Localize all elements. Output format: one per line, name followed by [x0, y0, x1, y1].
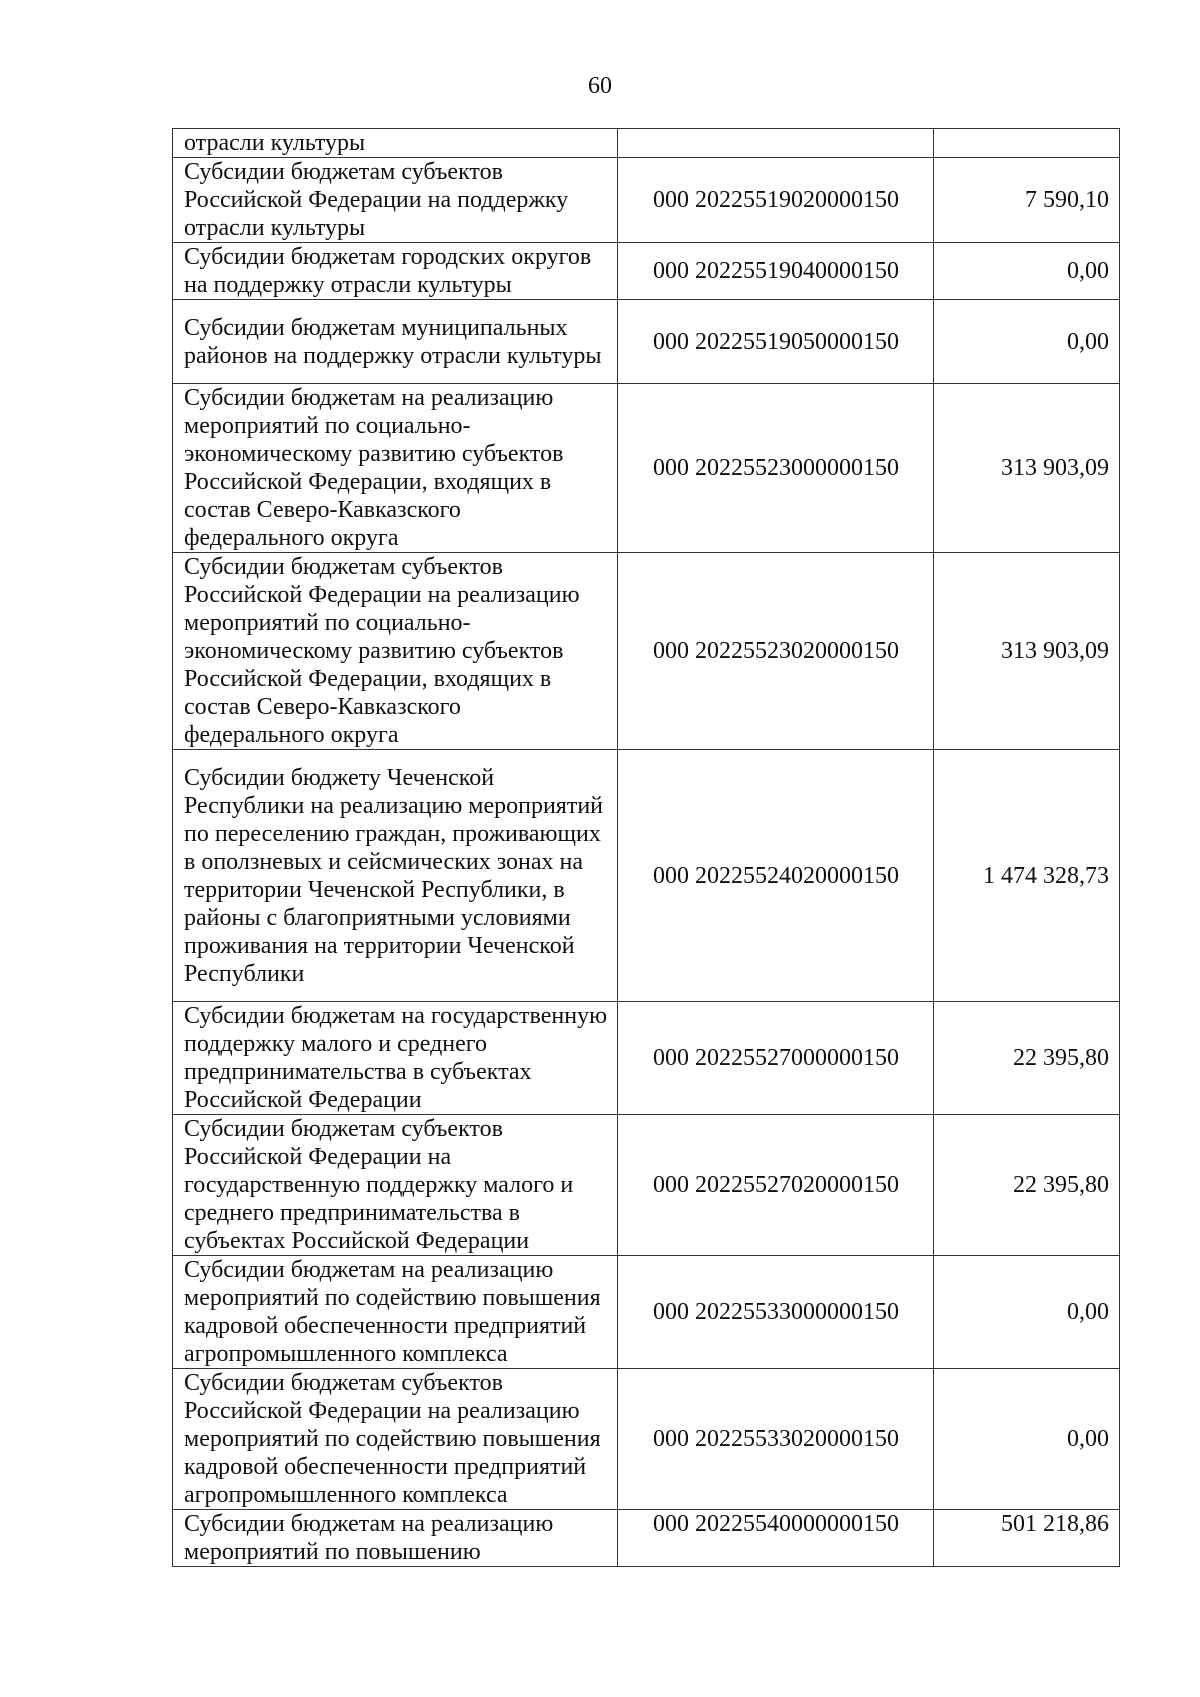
- table-row: [173, 1510, 1120, 1567]
- budget-table: [172, 128, 1120, 1567]
- table-row: [173, 384, 1120, 553]
- page-number: 60: [588, 73, 612, 99]
- row-name: Субсидии бюджетам муниципальных районов на поддержку отрасли культуры: [173, 300, 618, 384]
- row-sum: 7 590,10: [934, 158, 1120, 243]
- row-sum: 0,00: [934, 300, 1120, 384]
- row-name: Субсидии бюджетам субъектов Российской Федерации на государственную поддержку малого и среднего предпринимательства в субъектах Российской Федерации: [173, 1115, 618, 1256]
- row-name: Субсидии бюджетам на реализацию мероприятий по повышению: [173, 1510, 618, 1567]
- row-code: 000 20225533020000150: [618, 1369, 934, 1510]
- table-row: [173, 750, 1120, 1002]
- row-name: Субсидии бюджету Чеченской Республики на реализацию мероприятий по переселению граждан, проживающих в оползневых и сейсмических зонах на территории Чеченской Республики, в районы с благоприятными условиями проживания на территории Чеченской Республики: [173, 750, 618, 1002]
- row-sum: 0,00: [934, 243, 1120, 300]
- table-row: [173, 1369, 1120, 1510]
- row-code: 000 20225527020000150: [618, 1115, 934, 1256]
- row-code: 000 20225523000000150: [618, 384, 934, 553]
- row-code: 000 20225519040000150: [618, 243, 934, 300]
- row-code: 000 20225527000000150: [618, 1002, 934, 1115]
- row-sum: 1 474 328,73: [934, 750, 1120, 1002]
- row-name: Субсидии бюджетам на реализацию мероприятий по содействию повышения кадровой обеспеченности предприятий агропромышленного комплекса: [173, 1256, 618, 1369]
- row-name: Субсидии бюджетам на реализацию мероприятий по социально-экономическому развитию субъектов Российской Федерации, входящих в состав Северо-Кавказского федерального округа: [173, 384, 618, 553]
- row-code: 000 20225519050000150: [618, 300, 934, 384]
- table-row: [173, 158, 1120, 243]
- row-code: 000 20225519020000150: [618, 158, 934, 243]
- row-name: Субсидии бюджетам субъектов Российской Федерации на реализацию мероприятий по содействию повышения кадровой обеспеченности предприятий агропромышленного комплекса: [173, 1369, 618, 1510]
- row-code: 000 20225540000000150: [618, 1510, 934, 1567]
- row-name: отрасли культуры: [173, 129, 618, 158]
- row-sum: 22 395,80: [934, 1002, 1120, 1115]
- row-code: 000 20225533000000150: [618, 1256, 934, 1369]
- table-row: [173, 243, 1120, 300]
- row-sum: 501 218,86: [934, 1510, 1120, 1567]
- table-row: [173, 129, 1120, 158]
- row-name: Субсидии бюджетам на государственную поддержку малого и среднего предпринимательства в субъектах Российской Федерации: [173, 1002, 618, 1115]
- row-name: Субсидии бюджетам городских округов на поддержку отрасли культуры: [173, 243, 618, 300]
- row-sum: [934, 129, 1120, 158]
- row-sum: 0,00: [934, 1256, 1120, 1369]
- table-row: [173, 1002, 1120, 1115]
- row-code: 000 20225523020000150: [618, 553, 934, 750]
- row-name: Субсидии бюджетам субъектов Российской Федерации на реализацию мероприятий по социально-экономическому развитию субъектов Российской Федерации, входящих в состав Северо-Кавказского федерального округа: [173, 553, 618, 750]
- row-sum: 0,00: [934, 1369, 1120, 1510]
- table-row: [173, 1256, 1120, 1369]
- table-row: [173, 553, 1120, 750]
- row-code: 000 20225524020000150: [618, 750, 934, 1002]
- row-sum: 313 903,09: [934, 384, 1120, 553]
- row-name: Субсидии бюджетам субъектов Российской Федерации на поддержку отрасли культуры: [173, 158, 618, 243]
- row-sum: 22 395,80: [934, 1115, 1120, 1256]
- row-code: [618, 129, 934, 158]
- table-row: [173, 1115, 1120, 1256]
- row-sum: 313 903,09: [934, 553, 1120, 750]
- table-row: [173, 300, 1120, 384]
